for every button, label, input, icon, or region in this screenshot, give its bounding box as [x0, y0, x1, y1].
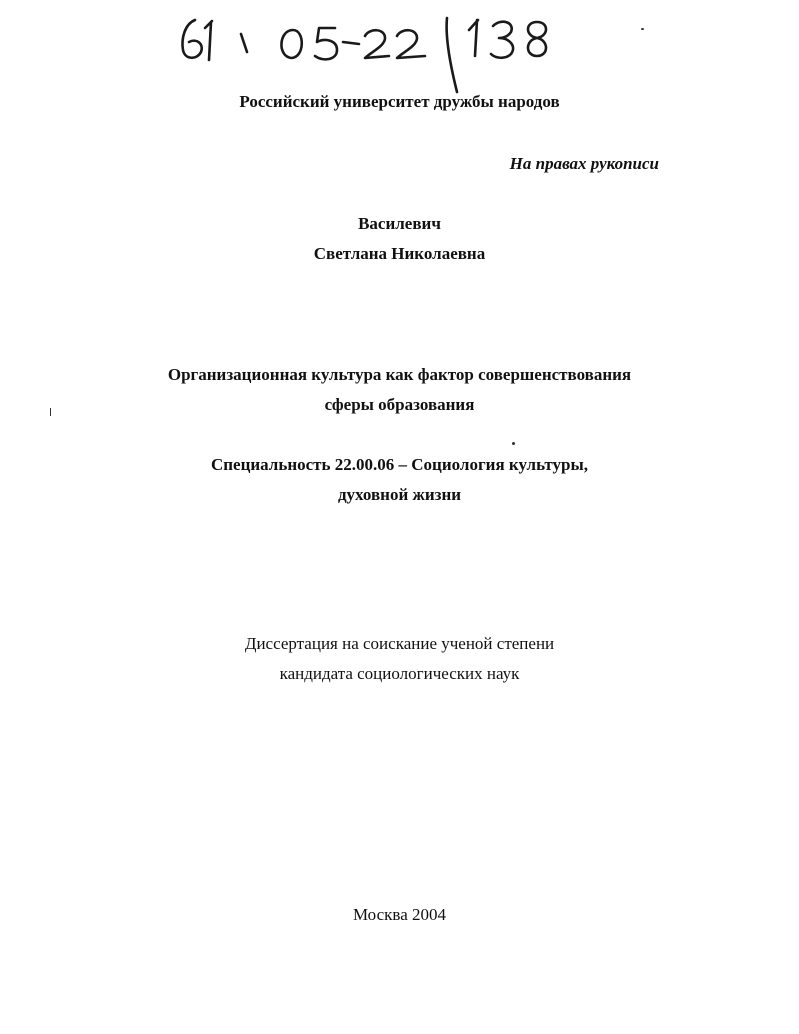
place-year: Москва 2004: [352, 905, 447, 924]
author-given-names: Светлана Николаевна: [313, 244, 486, 263]
dissertation-title-line2: сферы образования: [324, 395, 475, 414]
dissertation-title-line1: Организационная культура как фактор совершенствования: [167, 365, 632, 384]
degree-line1: Диссертация на соискание ученой степени: [244, 634, 555, 653]
specialty-line2: духовной жизни: [337, 485, 462, 504]
author-surname: Василевич: [358, 214, 441, 233]
scan-speck: [641, 28, 644, 30]
specialty-line1: Специальность 22.00.06 – Социология культуры,: [210, 455, 589, 474]
handwritten-code: [175, 8, 575, 98]
degree-line2: кандидата социологических наук: [279, 664, 520, 683]
scan-speck: [512, 442, 515, 445]
university-name: Российский университет дружбы народов: [239, 92, 560, 111]
manuscript-note: На правах рукописи: [509, 154, 659, 173]
